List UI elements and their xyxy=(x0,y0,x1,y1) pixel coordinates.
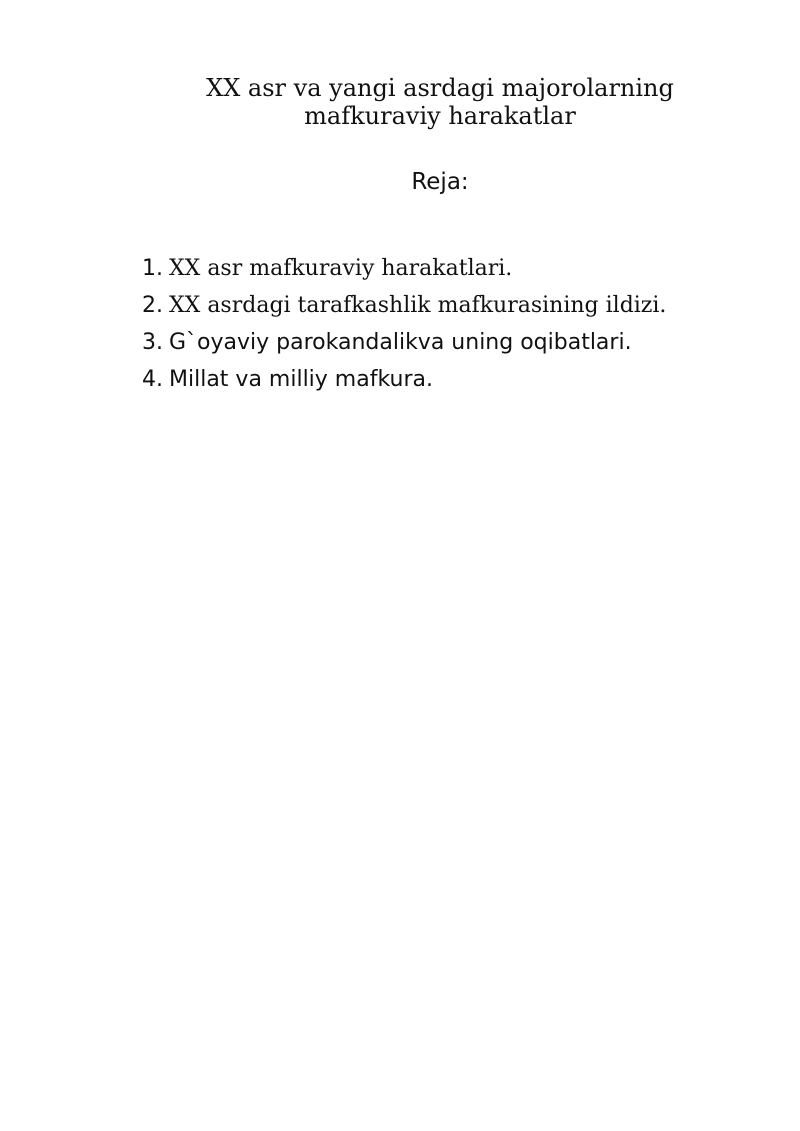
plan-item xyxy=(142,361,666,398)
plan-item-text: G`oyaviy parokandalikva uning oqibatlari. xyxy=(169,330,632,355)
title-line-2: mafkuraviy harakatlar xyxy=(304,102,576,130)
plan-item-text: XX asrdagi tarafkashlik mafkurasining ildizi. xyxy=(169,293,667,318)
plan-item xyxy=(142,287,666,324)
plan-item-text: Millat va milliy mafkura. xyxy=(169,367,433,392)
title-line-1: XX asr va yangi asrdagi majorolarning xyxy=(206,74,674,102)
document-title xyxy=(0,74,800,130)
plan-heading: Reja: xyxy=(411,169,469,195)
plan-item xyxy=(142,250,666,287)
plan-item-number: 3. xyxy=(142,330,163,355)
plan-item-number: 1. xyxy=(142,256,163,281)
plan-item-number: 4. xyxy=(142,367,163,392)
plan-item-number: 2. xyxy=(142,293,163,318)
plan-item xyxy=(142,324,666,361)
plan-list xyxy=(142,250,666,398)
plan-item-text: XX asr mafkuraviy harakatlari. xyxy=(169,256,513,281)
